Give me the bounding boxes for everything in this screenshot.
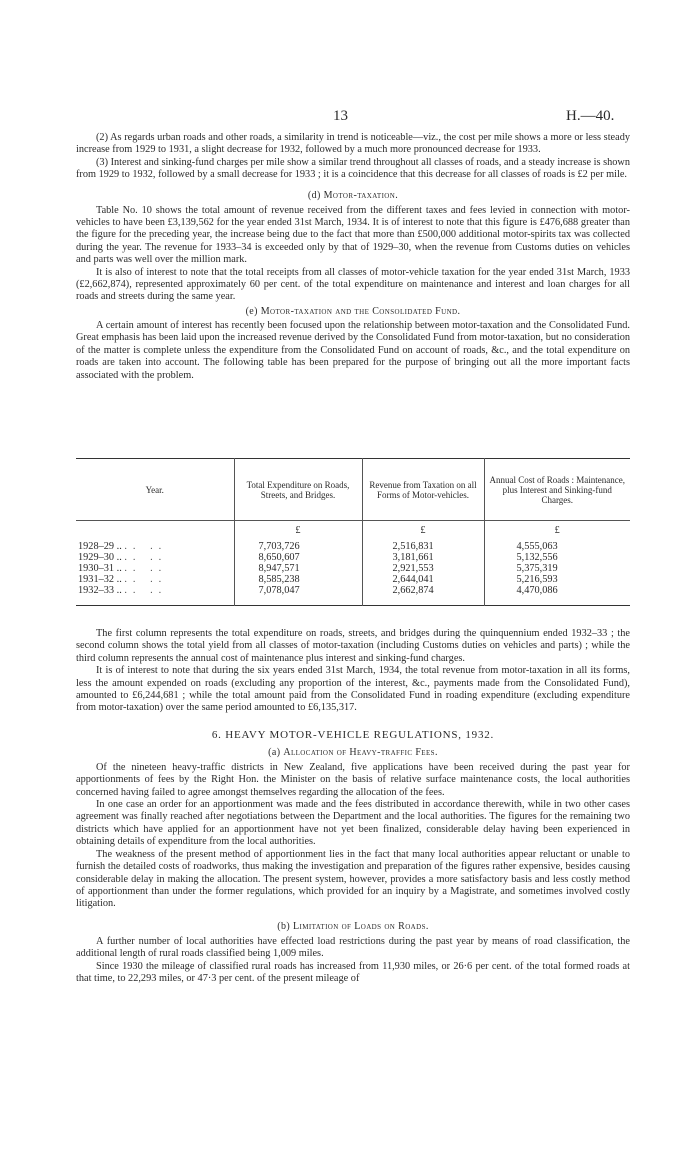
row-year: 1931–32 .. [78, 573, 122, 585]
row-leader: .. .. [124, 540, 168, 552]
row-annual-cost: 4,470,086 [484, 585, 630, 596]
paragraph-first-column: The first column represents the total expenditure on roads, streets, and bridges during the quinquennium ended 1932–33 ; the second column shows the total yield from all classes of motor-taxation (including Customs duties on vehicles and parts) ; while the third column represents the annual cost of maintenance plus interest and sinking-fund charges. [76, 628, 630, 664]
row-leader: .. .. [124, 573, 168, 585]
paragraph-classified-mileage: Since 1930 the mileage of classified rural roads has increased from 11,930 miles, or 26·6 per cent. of the total formed roads at that time, to 22,293 miles, or 47·3 per cent. of the present mileage of [76, 960, 630, 984]
row-expenditure: 8,650,607 [234, 552, 362, 563]
section-lower [76, 628, 630, 985]
table-row [76, 552, 630, 563]
paragraph-six-years: It is of interest to note that during the six years ended 31st March, 1934, the total revenue from motor-taxation in all its forms, less the amount expended on roads (excluding any proportion of the interest, &c., payments made from the Consolidated Fund), amounted to £6,244,681 ; while the total amount paid from the Consolidated Fund in roading expenditure (excluding expenditure from motor-taxation) over the same period amounted to £6,135,317. [76, 665, 630, 714]
row-expenditure: 8,947,571 [234, 563, 362, 574]
paragraph-consolidated-fund: A certain amount of interest has recently been focused upon the relationship between motor-taxation and the Consolidated Fund. Great emphasis has been laid upon the increased revenue derived by the Consolidated Fund from motor-taxation, but no consideration of the matter is complete unless the expenditure from the Consolidated Fund on account of roads, &c., and the total expenditure on roads are taken into account. The following table has been prepared for the purpose of bringing out all the more important facts associated with the problem. [76, 319, 630, 381]
document-reference: H.—40. [566, 108, 615, 124]
subheading-title: Motor-taxation. [323, 189, 399, 201]
paragraph-nineteen-districts: Of the nineteen heavy-traffic districts in New Zealand, five applications have been received during the past year for apportionments of fees by the Right Hon. the Minister on the basis of relative surface maintenance costs, the local authorities concerned having failed to agree amongst themselves regarding the allocation of the fees. [76, 761, 630, 798]
motor-taxation-table [76, 458, 630, 606]
subheading-prefix: (a) [268, 746, 284, 758]
subheading-title: Motor-taxation and the Consolidated Fund. [260, 305, 461, 317]
row-year: 1930–31 .. [78, 562, 122, 574]
section-heading-heavy-vehicle: 6. HEAVY MOTOR-VEHICLE REGULATIONS, 1932. [211, 728, 495, 741]
page-number: 13 [333, 108, 348, 124]
paragraph-weakness: The weakness of the present method of apportionment lies in the fact that many local authorities appear reluctant or unable to furnish the detailed costs of roadworks, thus making the investigation and preparation of the figures rather expensive, besides causing considerable delay in making the allocation. The present system, however, provides a more satisfactory basis and less costly method of apportionment than under the former regulations, which provided for an inquiry by a Magistrate, and sometimes involved costly litigation. [76, 848, 630, 910]
table-row [76, 585, 630, 596]
paragraph-total-receipts: It is also of interest to note that the total receipts from all classes of motor-vehicle taxation for the year ended 31st March, 1933 (£2,662,874), represented approximately 60 per cent. of the total expenditure on maintenance and interest and loan charges for all roads and streets during the same year. [76, 266, 630, 303]
table-row [76, 574, 630, 585]
unit-pound: £ [362, 521, 484, 541]
row-annual-cost: 5,375,319 [484, 563, 630, 574]
paragraph-interest-charges: (3) Interest and sinking-fund charges per mile show a similar trend throughout all classes of roads, and a steady increase is shown from 1929 to 1932, followed by a small decrease for 1933 ; it is a coincidence that this decrease for all classes of roads is £2 per mile. [76, 156, 630, 181]
subheading-heavy-traffic-fees [76, 747, 630, 758]
row-revenue: 2,662,874 [362, 585, 484, 596]
row-leader: .. .. [124, 551, 168, 563]
section-upper [76, 132, 630, 382]
row-annual-cost: 5,216,593 [484, 574, 630, 585]
row-revenue: 3,181,661 [362, 552, 484, 563]
row-year: 1929–30 .. [78, 551, 122, 563]
subheading-prefix: (b) [277, 920, 293, 932]
row-revenue: 2,921,553 [362, 563, 484, 574]
page-header [0, 108, 700, 128]
unit-pound: £ [484, 521, 630, 541]
table [76, 458, 630, 606]
unit-pound: £ [234, 521, 362, 541]
row-leader: .. .. [124, 562, 168, 574]
header-annual-cost: Annual Cost of Roads : Maintenance, plus Interest and Sinking-fund Charges. [484, 459, 630, 521]
row-revenue: 2,644,041 [362, 574, 484, 585]
subheading-motor-taxation [76, 190, 630, 201]
row-annual-cost: 4,555,063 [484, 541, 630, 552]
subheading-load-limitation [76, 921, 630, 932]
header-expenditure: Total Expenditure on Roads, Streets, and Bridges. [234, 459, 362, 521]
paragraph-urban-roads: (2) As regards urban roads and other roads, a similarity in trend is noticeable—viz., the cost per mile shows a more or less steady increase from 1929 to 1931, a slight decrease for 1932, followed by a much more pronounced decrease for 1933. [76, 132, 630, 156]
subheading-prefix: (e) [245, 305, 261, 317]
row-expenditure: 7,703,726 [234, 541, 362, 552]
table-row [76, 563, 630, 574]
table-row [76, 541, 630, 552]
subheading-consolidated-fund [76, 306, 630, 317]
paragraph-table-10: Table No. 10 shows the total amount of revenue received from the different taxes and fees levied in connection with motor-vehicles to have been £3,139,562 for the year ended 31st March, 1934. It is of interest to note that this figure is £476,688 greater than the figure for the preceding year, the increase being due to the fact that more than £500,000 additional motor-spirits tax was collected during the year. The revenue for 1933–34 is exceeded only by that of 1929–30, when the revenue from Customs duties on vehicles and parts was well over the million mark. [76, 204, 630, 266]
row-annual-cost: 5,132,556 [484, 552, 630, 563]
row-revenue: 2,516,831 [362, 541, 484, 552]
paragraph-load-restrictions: A further number of local authorities have effected load restrictions during the past year by means of road classification, the additional length of rural roads classified being 1,009 miles. [76, 935, 630, 960]
header-revenue: Revenue from Taxation on all Forms of Motor-vehicles. [362, 459, 484, 521]
paragraph-apportionment-order: In one case an order for an apportionment was made and the fees distributed in accordance therewith, while in two other cases agreement was finally reached after negotiations between the Department and the local authorities. The figures for the remaining two districts which have applied for an apportionment have not yet been finalized, considerable delay having been experienced in obtaining details of expenditure from the local authorities. [76, 799, 630, 848]
header-year: Year. [76, 459, 234, 521]
subheading-title: Limitation of Loads on Roads. [293, 920, 429, 932]
row-expenditure: 7,078,047 [234, 585, 362, 596]
row-expenditure: 8,585,238 [234, 574, 362, 585]
row-leader: .. .. [124, 584, 168, 596]
subheading-prefix: (d) [307, 189, 324, 201]
row-year: 1932–33 .. [78, 584, 122, 596]
row-year: 1928–29 .. [78, 540, 122, 552]
subheading-title: Allocation of Heavy-traffic Fees. [283, 746, 438, 758]
